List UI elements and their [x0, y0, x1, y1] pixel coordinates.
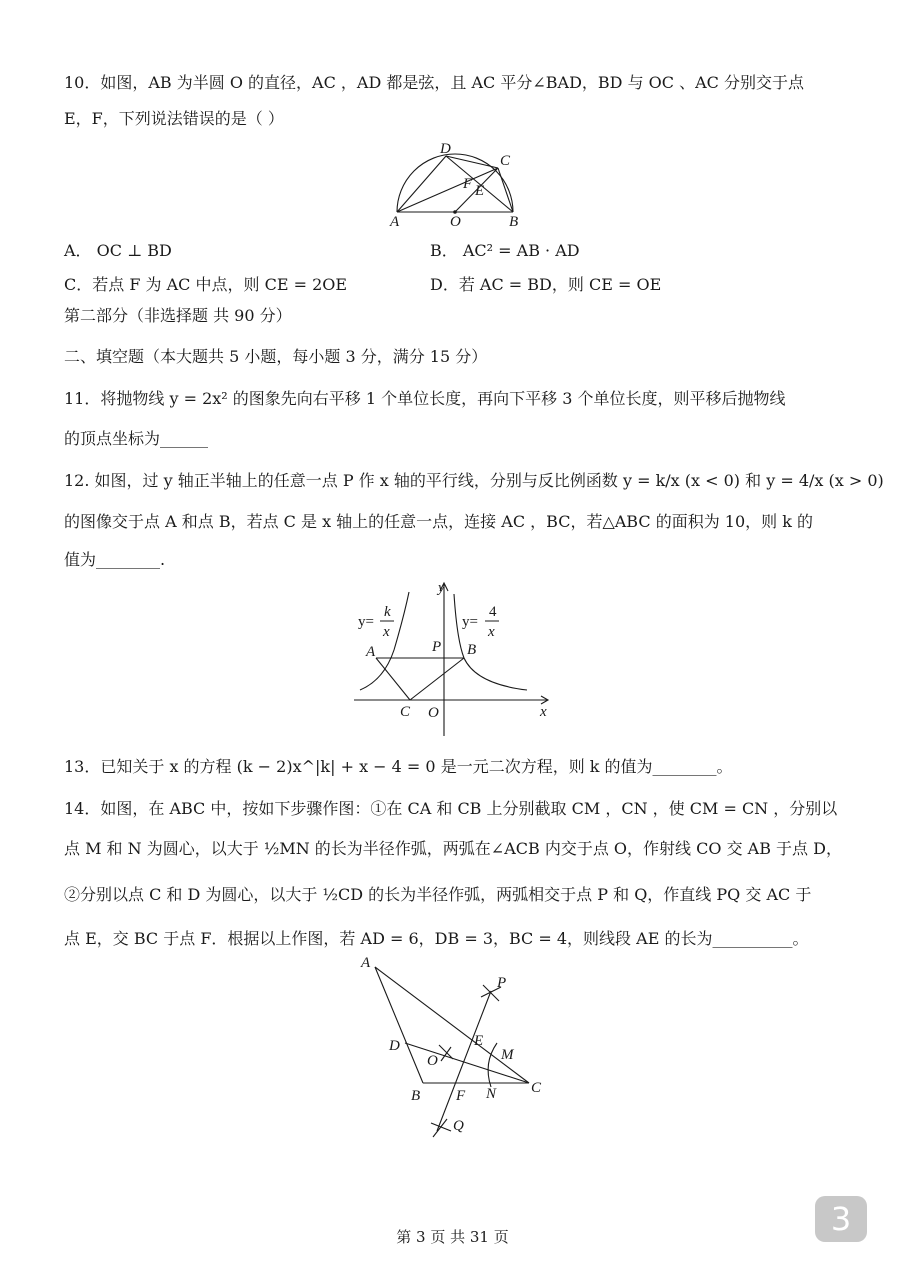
q13-line1: 13．已知关于 x 的方程 (k − 2)x^|k| + x − 4 = 0 是一元二次方程，则 k 的值为________。 — [64, 757, 733, 776]
q14-line2: 点 M 和 N 为圆心，以大于 ½MN 的长为半径作弧，两弧在∠ACB 内交于点 O，作射线 CO 交 AB 于点 D， — [64, 839, 842, 858]
page-footer: 第 3 页 共 31 页 — [396, 1228, 509, 1246]
q12-line2: 的图像交于点 A 和点 B，若点 C 是 x 轴上的任意一点，连接 AC ，BC，若△ABC 的面积为 10，则 k 的 — [64, 512, 814, 531]
q14-label-f: F — [456, 1088, 466, 1104]
q10-label-f: F — [463, 176, 473, 192]
q10-option-d[interactable]: D．若 AC = BD，则 CE = OE — [430, 275, 662, 294]
q11-line1: 11．将抛物线 y = 2x² 的图象先向右平移 1 个单位长度，再向下平移 3 个单位长度，则平移后抛物线 — [64, 389, 786, 408]
q12-label-b: B — [467, 642, 477, 658]
q12-hyperbola-figure — [352, 578, 557, 738]
q14-label-p: P — [497, 975, 507, 991]
q12-label-y: y — [438, 580, 445, 596]
q14-construction-figure — [355, 955, 550, 1140]
q12-left-fn: y= — [358, 614, 374, 630]
q14-line1: 14．如图，在 ABC 中，按如下步骤作图：①在 CA 和 CB 上分别截取 CM ，CN ，使 CM = CN ，分别以 — [64, 799, 838, 818]
semicircle-arc — [397, 154, 513, 212]
q10-label-d: D — [440, 141, 451, 157]
q10-line2: E，F，下列说法错误的是（ ） — [64, 109, 284, 128]
q10-option-a[interactable]: A． OC ⊥ BD — [64, 241, 172, 260]
q12-label-p: P — [432, 639, 442, 655]
q12-label-c: C — [400, 704, 411, 720]
q14-line3: ②分别以点 C 和 D 为圆心，以大于 ½CD 的长为半径作弧，两弧相交于点 P 和 Q，作直线 PQ 交 AC 于 — [64, 885, 812, 904]
q12-label-o: O — [428, 705, 439, 721]
q10-line1: 10．如图，AB 为半圆 O 的直径，AC ，AD 都是弦，且 AC 平分∠BAD，BD 与 OC 、AC 分别交于点 — [64, 73, 805, 92]
q12-left-num: k — [384, 604, 391, 620]
page-number-badge: 3 — [815, 1196, 867, 1242]
q14-label-e: E — [474, 1033, 484, 1049]
q12-right-num: 4 — [489, 604, 497, 620]
q14-label-a: A — [361, 955, 371, 971]
q10-label-a: A — [390, 214, 400, 230]
q14-label-o: O — [427, 1053, 438, 1069]
q12-right-den: x — [488, 624, 495, 640]
q12-right-fn: y= — [462, 614, 478, 630]
q10-label-b: B — [509, 214, 519, 230]
q10-label-e: E — [475, 183, 485, 199]
arc-mn — [488, 1043, 497, 1087]
q10-semicircle-figure — [380, 140, 530, 230]
q14-label-n: N — [486, 1086, 497, 1102]
q14-label-q: Q — [453, 1118, 464, 1134]
q12-label-a: A — [366, 644, 376, 660]
q11-line2: 的顶点坐标为______ — [64, 429, 209, 448]
q14-line4: 点 E，交 BC 于点 F．根据以上作图，若 AD = 6，DB = 3，BC = 4，则线段 AE 的长为__________。 — [64, 929, 809, 948]
q14-label-b: B — [411, 1088, 421, 1104]
q10-option-c[interactable]: C．若点 F 为 AC 中点，则 CE = 2OE — [64, 275, 348, 294]
q12-left-den: x — [383, 624, 390, 640]
q14-label-m: M — [501, 1047, 514, 1063]
section2-title: 二、填空题（本大题共 5 小题，每小题 3 分，满分 15 分） — [64, 347, 488, 366]
q10-label-o: O — [450, 214, 461, 230]
q14-label-c: C — [531, 1080, 542, 1096]
q12-line1: 12. 如图，过 y 轴正半轴上的任意一点 P 作 x 轴的平行线，分别与反比例函数 y = k/x (x < 0) 和 y = 4/x (x > 0) — [64, 471, 884, 490]
part2-title: 第二部分（非选择题 共 90 分） — [64, 306, 292, 325]
q12-label-x: x — [540, 704, 547, 720]
line-pq — [437, 991, 491, 1131]
q14-label-d: D — [389, 1038, 400, 1054]
q12-line3: 值为________. — [64, 550, 166, 569]
q10-label-c: C — [500, 153, 511, 169]
q10-option-b[interactable]: B． AC² = AB · AD — [430, 241, 580, 260]
